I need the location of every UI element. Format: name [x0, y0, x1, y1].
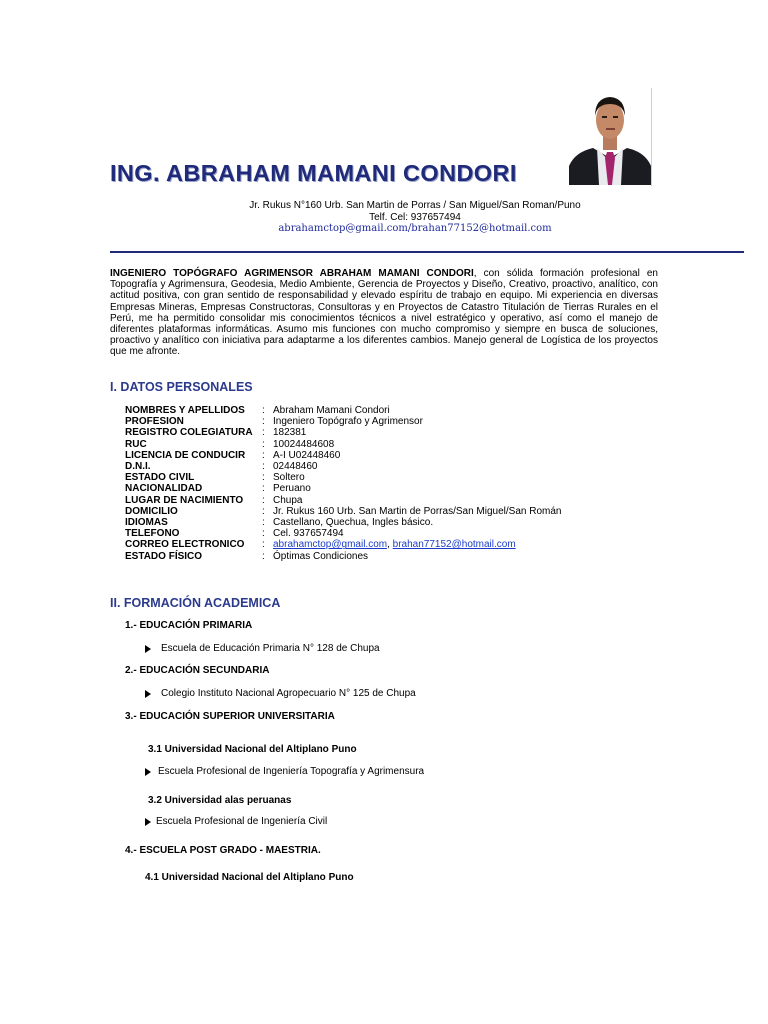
university-1-item [145, 766, 424, 777]
field-value: Soltero [273, 472, 305, 484]
personal-data-row [125, 461, 561, 472]
superior-heading: 3.- EDUCACIÓN SUPERIOR UNIVERSITARIA [125, 711, 335, 722]
field-colon: : [262, 405, 265, 416]
field-value: 10024484608 [273, 438, 335, 450]
field-value: 182381 [273, 427, 307, 439]
field-value: 02448460 [273, 461, 318, 473]
bullet-arrow-icon [145, 645, 151, 653]
field-colon: : [262, 517, 265, 529]
field-label: PROFESION [125, 416, 184, 428]
email-link-gmail[interactable]: abrahamctop@gmail.com [273, 539, 388, 551]
field-colon: : [262, 416, 265, 428]
bullet-arrow-icon [145, 818, 151, 826]
field-value: Peruano [273, 483, 311, 495]
summary-text: , con sólida formación profesional en Topografía y Agrimensura, Geodesia, Medio Ambiente, Gerencia de Proyectos y Diseño, Creativo, proactivo, analítico, con actitud positiva, con gran sentido de responsabilidad y elevado espíritu de trabajo en equipo. Mi experiencia en diversas Empresas Mineras, Empresas Constructoras, Consultoras y en Proyectos de Catastro Titulación de Tierras Rurales en el Perú, me ha permitido consolidar mis conocimientos técnicos a nivel estratégico y operativo, así como el manejo de diferentes plataformas informáticas. Asumo mis funciones con mucho compromiso y siempre en busca de soluciones, proactivo y analítico con iniciativa para adaptarme a los diferentes cambios. Manejo general de Logística de los proyectos que me afronte. [110, 268, 658, 358]
primaria-item-text: Escuela de Educación Primaria N° 128 de Chupa [161, 643, 380, 654]
field-label: ESTADO CIVIL [125, 472, 195, 484]
summary-lead: INGENIERO TOPÓGRAFO AGRIMENSOR ABRAHAM MAMANI CONDORI [110, 268, 474, 279]
personal-data-row [125, 483, 561, 494]
personal-data-row [125, 495, 561, 506]
field-value: Jr. Rukus 160 Urb. San Martin de Porras/San Miguel/San Román [273, 505, 562, 517]
field-colon: : [262, 472, 265, 484]
posgrado-university-heading: 4.1 Universidad Nacional del Altiplano Puno [145, 872, 354, 883]
field-value: Chupa [273, 494, 303, 506]
field-value: Abraham Mamani Condori [273, 405, 390, 416]
field-colon: : [262, 461, 265, 473]
field-colon: : [262, 528, 265, 540]
personal-data-row [125, 450, 561, 461]
field-label: NACIONALIDAD [125, 483, 203, 495]
field-colon: : [262, 483, 265, 495]
personal-data-list [125, 405, 561, 562]
university-2-item [145, 816, 327, 827]
field-colon: : [262, 539, 265, 551]
university-2-item-text: Escuela Profesional de Ingeniería Civil [156, 816, 328, 827]
field-label: LICENCIA DE CONDUCIR [125, 449, 246, 461]
field-value [273, 539, 516, 550]
header-divider [110, 251, 744, 253]
personal-data-row [125, 405, 561, 416]
field-value: Cel. 937657494 [273, 528, 344, 540]
candidate-name: ING. ABRAHAM MAMANI CONDORI [110, 160, 517, 186]
field-colon: : [262, 438, 265, 450]
field-label: LUGAR DE NACIMIENTO [125, 494, 244, 506]
field-colon: : [262, 505, 265, 517]
field-value: Castellano, Quechua, Ingles básico. [273, 517, 434, 529]
university-1-heading: 3.1 Universidad Nacional del Altiplano Puno [148, 744, 357, 755]
header-emails[interactable]: abrahamctop@gmail.com/brahan77152@hotmail.com [278, 223, 552, 234]
personal-data-row [125, 472, 561, 483]
profile-summary [110, 268, 658, 358]
personal-data-row [125, 506, 561, 517]
field-value: A-I U02448460 [273, 449, 341, 461]
field-value: Ingeniero Topógrafo y Agrimensor [273, 416, 423, 428]
personal-data-row [125, 528, 561, 539]
header-phone: Telf. Cel: 937657494 [369, 212, 461, 223]
field-label: IDIOMAS [125, 517, 168, 529]
field-label: RUC [125, 438, 147, 450]
personal-data-row [125, 539, 561, 550]
field-label: TELEFONO [125, 528, 180, 540]
profile-photo [569, 88, 651, 185]
personal-data-row [125, 427, 561, 438]
section-datos-personales-title: I. DATOS PERSONALES [110, 380, 253, 394]
field-label: REGISTRO COLEGIATURA [125, 427, 253, 439]
posgrado-heading: 4.- ESCUELA POST GRADO - MAESTRIA. [125, 845, 321, 856]
primaria-heading: 1.- EDUCACIÓN PRIMARIA [125, 620, 253, 631]
field-label: DOMICILIO [125, 505, 178, 517]
personal-data-row [125, 439, 561, 450]
bullet-arrow-icon [145, 690, 151, 698]
field-label: NOMBRES Y APELLIDOS [125, 405, 245, 416]
secundaria-heading: 2.- EDUCACIÓN SECUNDARIA [125, 665, 270, 676]
email-link-hotmail[interactable]: brahan77152@hotmail.com [392, 539, 516, 551]
university-1-item-text: Escuela Profesional de Ingeniería Topografía y Agrimensura [158, 766, 425, 777]
field-label: ESTADO FÍSICO [125, 550, 203, 562]
field-colon: : [262, 550, 265, 562]
university-2-heading: 3.2 Universidad alas peruanas [148, 795, 292, 806]
personal-data-row [125, 517, 561, 528]
field-colon: : [262, 449, 265, 461]
email-separator: , [387, 539, 393, 551]
secundaria-item-text: Colegio Instituto Nacional Agropecuario N° 125 de Chupa [161, 688, 416, 699]
header-address: Jr. Rukus N°160 Urb. San Martin de Porras / San Miguel/San Roman/Puno [249, 200, 581, 211]
personal-data-row [125, 416, 561, 427]
field-colon: : [262, 427, 265, 439]
field-label: D.N.I. [125, 461, 151, 473]
secundaria-item [145, 688, 416, 699]
section-formacion-title: II. FORMACIÓN ACADEMICA [110, 596, 281, 610]
bullet-arrow-icon [145, 768, 151, 776]
primaria-item [145, 643, 380, 654]
photo-divider [651, 88, 652, 186]
personal-data-row [125, 551, 561, 562]
field-label: CORREO ELECTRONICO [125, 539, 245, 551]
field-value: Óptimas Condiciones [273, 550, 369, 562]
field-colon: : [262, 494, 265, 506]
